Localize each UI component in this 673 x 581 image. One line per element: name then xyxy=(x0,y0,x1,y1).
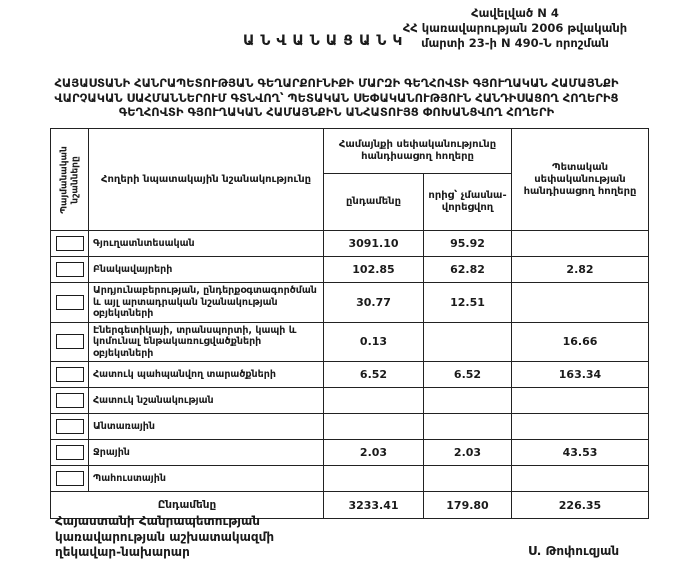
main-title-line-3: ԳԵՂՀՈՎՏԻ ԳՅՈՒՂԱԿԱՆ ՀԱՄԱՅՆՔԻՆ ԱՆՀԱՏՈՒՅՑ ՓՈԽԱՆՑՎՈՂ ՀՈՂԵՐԻ xyxy=(118,105,555,119)
community-total-value: 6.52 xyxy=(324,362,424,388)
land-purpose-label: Գյուղատնտեսական xyxy=(89,231,324,257)
state-value xyxy=(512,466,649,492)
table-row xyxy=(51,283,649,323)
table-row xyxy=(51,466,649,492)
land-purpose-label: Բնակավայրերի xyxy=(89,257,324,283)
legend-box xyxy=(56,295,84,310)
community-total-value xyxy=(324,466,424,492)
table-row xyxy=(51,388,649,414)
legend-box xyxy=(56,393,84,408)
main-title-line-2: ՎԱՐՉԱԿԱՆ ՍԱՀՄԱՆՆԵՐՈՒՄ ԳՏՆՎՈՂ՝ ՊԵՏԱԿԱՆ ՍԵՓԱԿԱՆՈՒԹՅՈՒՆ ՀԱՆԴԻՍԱՑՈՂ ՀՈՂԵՐԻՑ xyxy=(54,90,619,105)
appendix-block xyxy=(365,6,665,51)
appendix-line-3: մարտի 23-ի N 490-Ն որոշման xyxy=(421,36,609,50)
total-state-value: 226.35 xyxy=(512,492,649,519)
signatory-name: Ս. Թոփուզյան xyxy=(528,544,620,558)
land-purpose-label: Արդյունաբերության, ընդերքօգտագործման և այլ արտադրական նշանակության օբյեկտների xyxy=(89,283,324,323)
land-table xyxy=(50,128,649,519)
nonprivatized-value xyxy=(424,414,512,440)
legend-box xyxy=(56,334,84,349)
total-community-total-value: 3233.41 xyxy=(324,492,424,519)
legend-box xyxy=(56,419,84,434)
state-value: 43.53 xyxy=(512,440,649,466)
legend-box xyxy=(56,236,84,251)
state-header: Պետական սեփականության հանդիսացող հողերը xyxy=(512,129,649,231)
community-total-header: ընդամենը xyxy=(324,174,424,231)
nonprivatized-value: 2.03 xyxy=(424,440,512,466)
land-purpose-label: Ջրային xyxy=(89,440,324,466)
table-row xyxy=(51,257,649,283)
community-total-value: 3091.10 xyxy=(324,231,424,257)
state-value xyxy=(512,388,649,414)
community-total-value: 0.13 xyxy=(324,322,424,362)
state-value: 2.82 xyxy=(512,257,649,283)
main-title xyxy=(0,76,673,120)
nonprivatized-value xyxy=(424,322,512,362)
community-total-value: 102.85 xyxy=(324,257,424,283)
land-purpose-label: Հատուկ նշանակության xyxy=(89,388,324,414)
purpose-header: Հողերի նպատակային նշանակությունը xyxy=(89,129,324,231)
land-purpose-label: Էներգետիկայի, տրանսպորտի, կապի և կոմունալ ենթակառուցվածքների օբյեկտների xyxy=(89,322,324,362)
community-total-value: 30.77 xyxy=(324,283,424,323)
legend-box xyxy=(56,445,84,460)
state-value xyxy=(512,283,649,323)
conventional-signs-header-cell xyxy=(51,129,89,231)
nonprivatized-value: 95.92 xyxy=(424,231,512,257)
signature-line-2: կառավարության աշխատակազմի xyxy=(55,529,275,544)
community-group-header: Համայնքի սեփականությունը հանդիսացող հողերը xyxy=(324,129,512,174)
nonprivatized-value: 6.52 xyxy=(424,362,512,388)
appendix-line-2: ՀՀ կառավարության 2006 թվականի xyxy=(402,21,628,35)
table-row xyxy=(51,440,649,466)
table-row xyxy=(51,414,649,440)
state-value: 16.66 xyxy=(512,322,649,362)
conventional-signs-header: Պայմանական նշանները xyxy=(59,145,80,214)
total-nonprivatized-value: 179.80 xyxy=(424,492,512,519)
nonprivatized-header: որից՝ չմասնա-վորեցվող xyxy=(424,174,512,231)
total-label: Ընդամենը xyxy=(51,492,324,519)
legend-box xyxy=(56,367,84,382)
state-value: 163.34 xyxy=(512,362,649,388)
community-total-value xyxy=(324,388,424,414)
nonprivatized-value xyxy=(424,388,512,414)
document-title: ԱՆՎԱՆԱՑԱՆԿ xyxy=(243,33,409,49)
table-row xyxy=(51,231,649,257)
land-purpose-label: Հատուկ պահպանվող տարածքների xyxy=(89,362,324,388)
appendix-line-1: Հավելված N 4 xyxy=(471,6,559,20)
nonprivatized-value: 12.51 xyxy=(424,283,512,323)
signature-line-1: Հայաստանի Հանրապետության xyxy=(55,514,260,528)
nonprivatized-value: 62.82 xyxy=(424,257,512,283)
land-purpose-label: Անտառային xyxy=(89,414,324,440)
state-value xyxy=(512,414,649,440)
land-purpose-label: Պահուստային xyxy=(89,466,324,492)
community-total-value: 2.03 xyxy=(324,440,424,466)
nonprivatized-value xyxy=(424,466,512,492)
table-row xyxy=(51,362,649,388)
table-row xyxy=(51,322,649,362)
signature-line-3: ղեկավար-նախարար xyxy=(55,545,190,559)
signature-block xyxy=(55,514,274,561)
legend-box xyxy=(56,471,84,486)
state-value xyxy=(512,231,649,257)
main-title-line-1: ՀԱՅԱՍՏԱՆԻ ՀԱՆՐԱՊԵՏՈՒԹՅԱՆ ԳԵՂԱՐՔՈՒՆԻՔԻ ՄԱՐԶԻ ԳԵՂՀՈՎՏԻ ԳՅՈՒՂԱԿԱՆ ՀԱՄԱՅՆՔԻ xyxy=(54,76,619,90)
legend-box xyxy=(56,262,84,277)
community-total-value xyxy=(324,414,424,440)
